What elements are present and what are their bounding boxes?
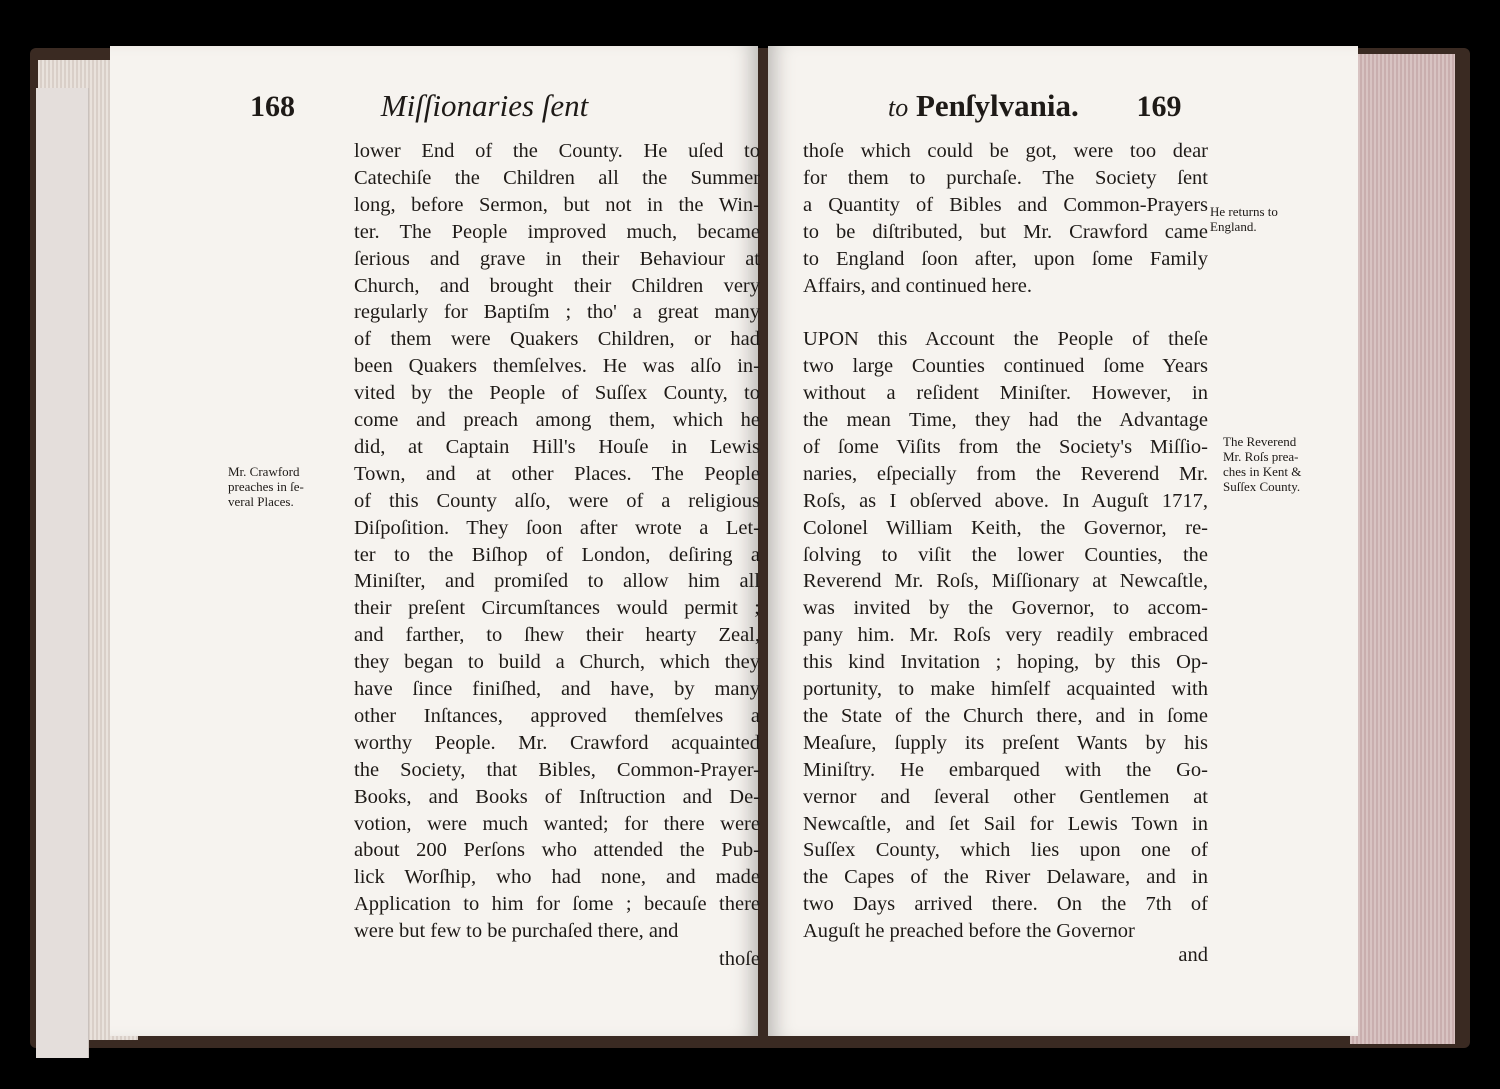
left-running-head [250, 88, 588, 124]
open-book [30, 40, 1470, 1050]
text-line: two large Counties continued ſome Years [803, 355, 1208, 378]
text-line: of this County alſo, were of a religious [354, 489, 760, 512]
text-line: for them to purchaſe. The Society ſent [803, 166, 1208, 189]
text-line: Reverend Mr. Roſs, Miſſionary at Newcaſtle, [803, 570, 1208, 593]
text-line: thoſe which could be got, were too dear [803, 140, 1208, 162]
right-running-title: Penſylvania. [915, 88, 1079, 123]
text-line: other Inſtances, approved themſelves a [354, 704, 760, 727]
text-line: long, before Sermon, but not in the Win- [354, 193, 760, 216]
right-margin-note-2: The Reverend Mr. Roſs prea- ches in Kent & Suſſex County. [1223, 434, 1302, 494]
text-line: of ſome Viſits from the Society's Miſſio- [803, 435, 1208, 458]
text-line: come and preach among them, which he [354, 409, 760, 431]
text-line: about 200 Perſons who attended the Pub- [354, 839, 760, 862]
text-line: the State of the Church there, and in ſome [803, 704, 1208, 727]
left-margin-note: Mr. Crawford preaches in ſe- veral Places. [228, 464, 304, 509]
text-line: to be diſtributed, but Mr. Crawford came [803, 220, 1208, 243]
text-line: Miniſter, and promiſed to allow him all [354, 570, 760, 593]
bookmark-slip [36, 88, 89, 1058]
text-line: vited by the People of Suſſex County, to [354, 382, 760, 405]
right-page-number: 169 [1136, 90, 1182, 123]
text-line: Miniſtry. He embarqued with the Go- [803, 758, 1208, 781]
text-line: ter to the Biſhop of London, deſiring a [354, 543, 760, 566]
right-running-head-to: to [888, 93, 909, 122]
text-line: Suſſex County, which lies upon one of [803, 839, 1208, 862]
text-line: Town, and at other Places. The People [354, 462, 760, 485]
right-page-edges [1350, 54, 1455, 1044]
text-line: was invited by the Governor, to accom- [803, 597, 1208, 620]
text-line: Auguſt he preached before the Governor [803, 920, 1135, 943]
text-line: ſolving to viſit the lower Counties, the [803, 543, 1208, 566]
text-line: lower End of the County. He uſed to [354, 140, 760, 162]
right-catchword: and [1178, 944, 1208, 966]
text-line: Newcaſtle, and ſet Sail for Lewis Town in [803, 812, 1208, 835]
text-line: votion, were much wanted; for there were [354, 812, 760, 835]
text-line: vernor and ſeveral other Gentlemen at [803, 785, 1208, 808]
text-line [803, 299, 1208, 325]
text-line: they began to build a Church, which they [354, 651, 760, 674]
text-line: Colonel William Keith, the Governor, re- [803, 516, 1208, 539]
left-running-title: Miſſionaries ſent [380, 88, 589, 123]
text-line: their preſent Circumſtances would permit ; [354, 597, 760, 620]
text-line: pany him. Mr. Roſs very readily embraced [803, 624, 1208, 647]
text-line: without a reſident Miniſter. However, in [803, 382, 1208, 405]
text-line: Diſpoſition. They ſoon after wrote a Let- [354, 516, 760, 539]
text-line: this kind Invitation ; hoping, by this Op- [803, 651, 1208, 674]
text-line: Books, and Books of Inſtruction and De- [354, 785, 760, 808]
text-line: Church, and brought their Children very [354, 274, 760, 297]
text-line: naries, eſpecially from the Reverend Mr. [803, 462, 1208, 485]
text-line: were but few to be purchaſed there, and [354, 920, 679, 943]
text-line: Roſs, as I obſerved above. In Auguſt 1717, [803, 489, 1208, 512]
text-line: a Quantity of Bibles and Common-Prayers [803, 193, 1208, 216]
left-page-number: 168 [250, 90, 295, 123]
text-line: ſerious and grave in their Behaviour at [354, 247, 760, 270]
text-line: to England ſoon after, upon ſome Family [803, 247, 1208, 270]
text-line: two Days arrived there. On the 7th of [803, 893, 1208, 916]
text-line: lick Worſhip, who had none, and made [354, 866, 760, 889]
text-line: of them were Quakers Children, or had [354, 328, 760, 351]
text-line: regularly for Baptiſm ; tho' a great many [354, 301, 760, 324]
text-line: Catechiſe the Children all the Summer [354, 166, 760, 189]
right-running-head [888, 88, 1182, 124]
left-page [110, 46, 758, 1036]
text-line: portunity, to make himſelf acquainted with [803, 678, 1208, 700]
text-line: the Capes of the River Delaware, and in [803, 866, 1208, 889]
text-line: Affairs, and continued here. [803, 274, 1033, 297]
left-catchword: thoſe [719, 948, 760, 970]
right-page [768, 46, 1358, 1036]
right-margin-note-1: He returns to England. [1210, 204, 1278, 234]
text-line: the mean Time, they had the Advantage [803, 409, 1208, 431]
text-line: did, at Captain Hill's Houſe in Lewis [354, 435, 760, 458]
text-line: been Quakers themſelves. He was alſo in- [354, 355, 760, 378]
text-line: worthy People. Mr. Crawford acquainted [354, 731, 760, 754]
text-line: Meaſure, ſupply its preſent Wants by his [803, 731, 1208, 754]
text-line: ter. The People improved much, became [354, 220, 760, 243]
text-line: Application to him for ſome ; becauſe there [354, 893, 760, 916]
text-line: UPON this Account the People of theſe [803, 328, 1208, 351]
text-line: the Society, that Bibles, Common-Prayer- [354, 758, 760, 781]
text-line: and farther, to ſhew their hearty Zeal, [354, 624, 760, 647]
text-line: have ſince finiſhed, and have, by many [354, 678, 760, 700]
